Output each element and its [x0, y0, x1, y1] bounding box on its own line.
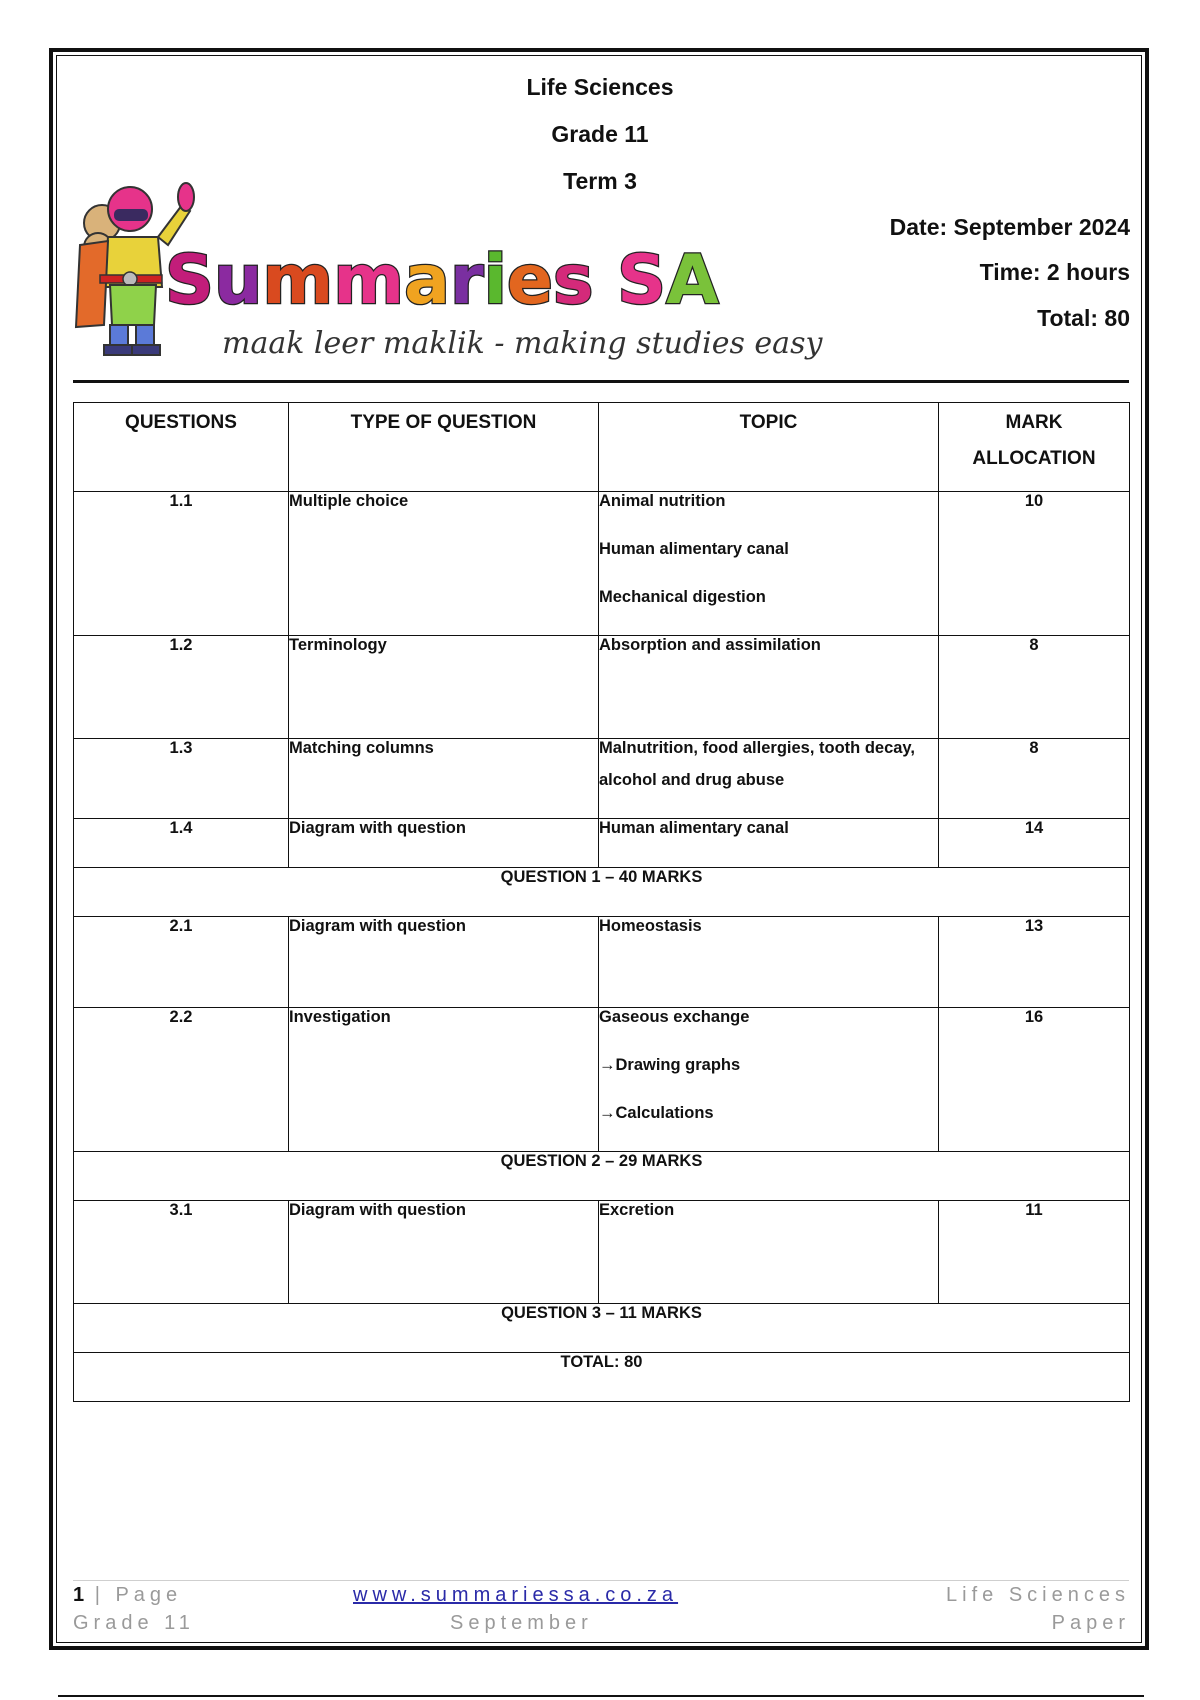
question-marks: 14 — [939, 819, 1130, 868]
question-summary-table — [73, 402, 1130, 1402]
question-type: Diagram with question — [289, 819, 599, 868]
logo-tagline: maak leer maklik - making studies easy — [222, 326, 823, 361]
question-type: Terminology — [289, 636, 599, 739]
question-marks: 8 — [939, 636, 1130, 739]
table-row — [74, 636, 1130, 739]
table-row — [74, 1201, 1130, 1304]
question-number: 2.1 — [74, 917, 289, 1008]
question-type: Investigation — [289, 1008, 599, 1152]
footer-paper: Paper — [1051, 1612, 1130, 1634]
footer-divider — [73, 1580, 1129, 1581]
table-row — [74, 492, 1130, 636]
header-topic: TOPIC — [599, 403, 939, 492]
question-type: Matching columns — [289, 739, 599, 819]
question-type: Diagram with question — [289, 917, 599, 1008]
grade-title: Grade 11 — [551, 121, 649, 147]
grand-total: TOTAL: 80 — [74, 1353, 1130, 1402]
subtotal-row — [74, 868, 1130, 917]
exam-time: Time: 2 hours — [979, 259, 1130, 285]
question-number: 3.1 — [74, 1201, 289, 1304]
next-page-edge — [58, 1695, 1144, 1697]
subtotal-row — [74, 1152, 1130, 1201]
question-topic: Excretion — [599, 1201, 939, 1304]
question-1-subtotal: QUESTION 1 – 40 MARKS — [74, 868, 1130, 917]
question-number: 2.2 — [74, 1008, 289, 1152]
table-header-row — [74, 403, 1130, 492]
question-number: 1.2 — [74, 636, 289, 739]
table-row — [74, 917, 1130, 1008]
table-row — [74, 1008, 1130, 1152]
header-mark-allocation: MARK ALLOCATION — [939, 403, 1130, 492]
footer-month: September — [450, 1612, 593, 1634]
footer-grade: Grade 11 — [73, 1612, 195, 1634]
question-marks: 10 — [939, 492, 1130, 636]
page-indicator — [73, 1584, 182, 1607]
question-marks: 11 — [939, 1201, 1130, 1304]
logo-wordmark: Summaries SA — [165, 241, 719, 320]
summaries-sa-logo — [70, 175, 860, 375]
table-row — [74, 819, 1130, 868]
question-number: 1.4 — [74, 819, 289, 868]
question-topic: Malnutrition, food allergies, tooth decay, alcohol and drug abuse — [599, 739, 939, 819]
page-label: | Page — [94, 1584, 183, 1606]
term-title: Term 3 — [563, 168, 637, 194]
exam-total: Total: 80 — [1037, 305, 1130, 331]
question-topic: Homeostasis — [599, 917, 939, 1008]
subtotal-row — [74, 1304, 1130, 1353]
question-topic: Gaseous exchange →Drawing graphs →Calculations — [599, 1008, 939, 1152]
question-2-subtotal: QUESTION 2 – 29 MARKS — [74, 1152, 1130, 1201]
grand-total-row — [74, 1353, 1130, 1402]
footer-website-link[interactable]: www.summariessa.co.za — [353, 1584, 679, 1606]
table-row — [74, 739, 1130, 819]
exam-date: Date: September 2024 — [889, 214, 1130, 240]
question-marks: 8 — [939, 739, 1130, 819]
footer-subject: Life Sciences — [946, 1584, 1130, 1606]
question-topic: Absorption and assimilation — [599, 636, 939, 739]
question-topic: Human alimentary canal — [599, 819, 939, 868]
header-questions: QUESTIONS — [74, 403, 289, 492]
question-marks: 16 — [939, 1008, 1130, 1152]
question-type: Multiple choice — [289, 492, 599, 636]
header-type: TYPE OF QUESTION — [289, 403, 599, 492]
question-marks: 13 — [939, 917, 1130, 1008]
question-number: 1.1 — [74, 492, 289, 636]
page-number: 1 — [73, 1584, 85, 1606]
question-type: Diagram with question — [289, 1201, 599, 1304]
question-3-subtotal: QUESTION 3 – 11 MARKS — [74, 1304, 1130, 1353]
header-divider — [73, 380, 1129, 383]
question-topic: Animal nutrition Human alimentary canal Mechanical digestion — [599, 492, 939, 636]
subject-title: Life Sciences — [526, 74, 674, 100]
question-number: 1.3 — [74, 739, 289, 819]
